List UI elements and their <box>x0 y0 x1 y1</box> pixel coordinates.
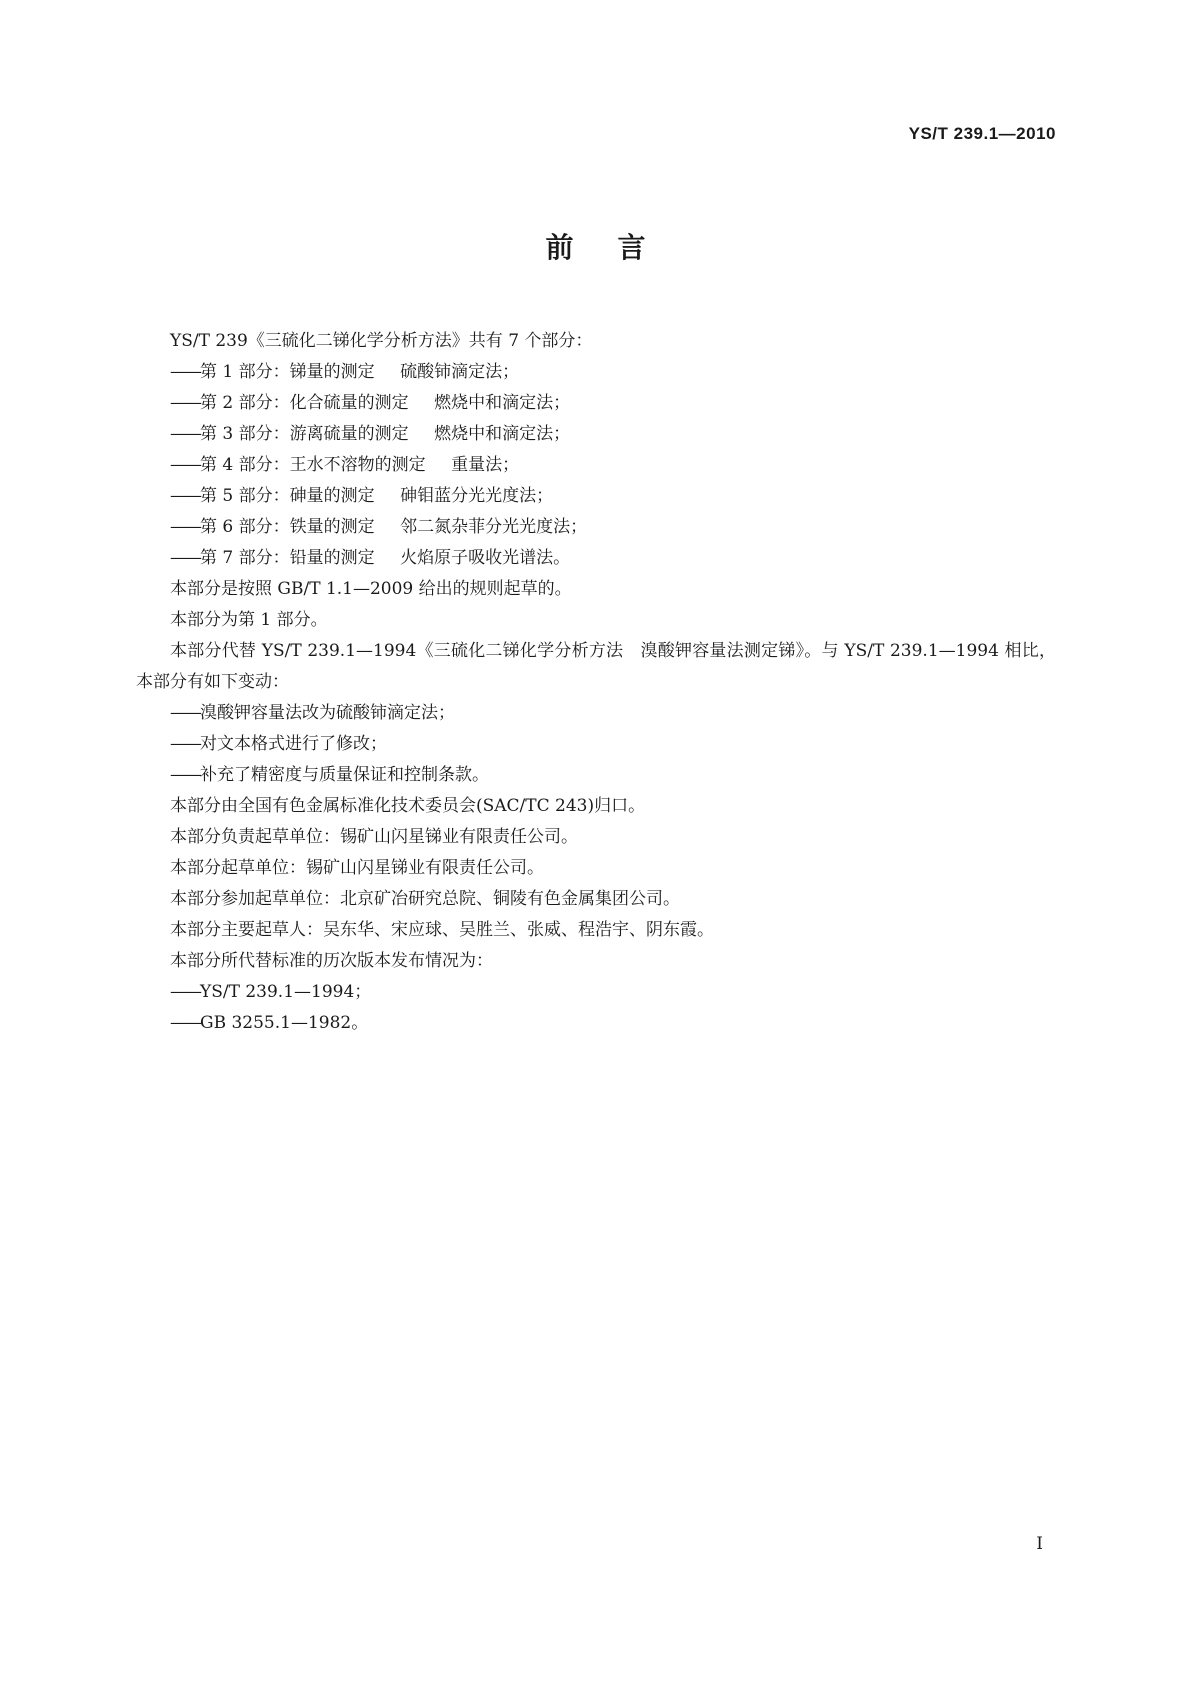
dash-mark: —— <box>170 393 200 413</box>
part-list-item <box>136 388 1056 419</box>
part-label: 第 2 部分：化合硫量的测定 <box>200 393 409 413</box>
dash-mark: —— <box>170 517 200 537</box>
history-list-item <box>136 977 1056 1008</box>
part-label: 第 4 部分：王水不溶物的测定 <box>200 455 426 475</box>
part-label: 第 1 部分：锑量的测定 <box>200 362 375 382</box>
part-method: 燃烧中和滴定法； <box>434 424 571 444</box>
drafting-unit-paragraph: 本部分起草单位：锡矿山闪星锑业有限责任公司。 <box>170 858 544 878</box>
part-list-item <box>136 450 1056 481</box>
part-method: 重量法； <box>451 455 520 475</box>
dash-mark: —— <box>170 455 200 475</box>
page-title: 前言 <box>545 231 690 264</box>
responsible-unit-paragraph: 本部分负责起草单位：锡矿山闪星锑业有限责任公司。 <box>170 827 578 847</box>
part-method: 燃烧中和滴定法； <box>434 393 571 413</box>
history-text: YS/T 239.1—1994； <box>200 982 372 1002</box>
dash-mark: —— <box>170 982 200 1002</box>
page-number: I <box>1036 1534 1043 1554</box>
part-method: 火焰原子吸收光谱法。 <box>400 548 571 568</box>
change-text: 对文本格式进行了修改； <box>200 734 387 754</box>
committee-paragraph: 本部分由全国有色金属标准化技术委员会(SAC/TC 243)归口。 <box>170 796 646 816</box>
dash-mark: —— <box>170 765 200 785</box>
part-method: 邻二氮杂菲分光光度法； <box>400 517 588 537</box>
part-method: 硫酸铈滴定法； <box>400 362 520 382</box>
change-text: 溴酸钾容量法改为硫酸铈滴定法； <box>200 703 455 723</box>
foreword-body <box>136 326 1056 1039</box>
part-label: 第 5 部分：砷量的测定 <box>200 486 375 506</box>
participating-units-paragraph: 本部分参加起草单位：北京矿冶研究总院、铜陵有色金属集团公司。 <box>170 889 680 909</box>
change-list-item <box>136 729 1056 760</box>
dash-mark: —— <box>170 548 200 568</box>
change-list-item <box>136 698 1056 729</box>
part-list-item <box>136 543 1056 574</box>
dash-mark: —— <box>170 486 200 506</box>
dash-mark: —— <box>170 424 200 444</box>
history-intro-paragraph: 本部分所代替标准的历次版本发布情况为： <box>170 951 493 971</box>
dash-mark: —— <box>170 734 200 754</box>
change-text: 补充了精密度与质量保证和控制条款。 <box>200 765 489 785</box>
part-list-item <box>136 481 1056 512</box>
part-method: 砷钼蓝分光光度法； <box>400 486 554 506</box>
change-list-item <box>136 760 1056 791</box>
replacement-paragraph: 本部分代替 YS/T 239.1—1994《三硫化二锑化学分析方法 溴酸钾容量法测定锑》。与 YS/T 239.1—1994 相比，本部分有如下变动： <box>136 641 1056 692</box>
part-label: 第 6 部分：铁量的测定 <box>200 517 375 537</box>
history-list-item <box>136 1008 1056 1039</box>
part-list-item <box>136 419 1056 450</box>
part-label: 第 3 部分：游离硫量的测定 <box>200 424 409 444</box>
dash-mark: —— <box>170 362 200 382</box>
part-list-item <box>136 512 1056 543</box>
part-label: 第 7 部分：铅量的测定 <box>200 548 375 568</box>
dash-mark: —— <box>170 703 200 723</box>
standard-code: YS/T 239.1—2010 <box>908 124 1056 143</box>
part-list-item <box>136 357 1056 388</box>
part-number-paragraph: 本部分为第 1 部分。 <box>170 610 328 630</box>
drafters-paragraph: 本部分主要起草人：吴东华、宋应球、吴胜兰、张威、程浩宇、阴东霞。 <box>170 920 714 940</box>
history-text: GB 3255.1—1982。 <box>200 1013 369 1033</box>
drafting-rule-paragraph: 本部分是按照 GB/T 1.1—2009 给出的规则起草的。 <box>170 579 572 599</box>
dash-mark: —— <box>170 1013 200 1033</box>
intro-paragraph: YS/T 239《三硫化二锑化学分析方法》共有 7 个部分： <box>170 331 593 351</box>
